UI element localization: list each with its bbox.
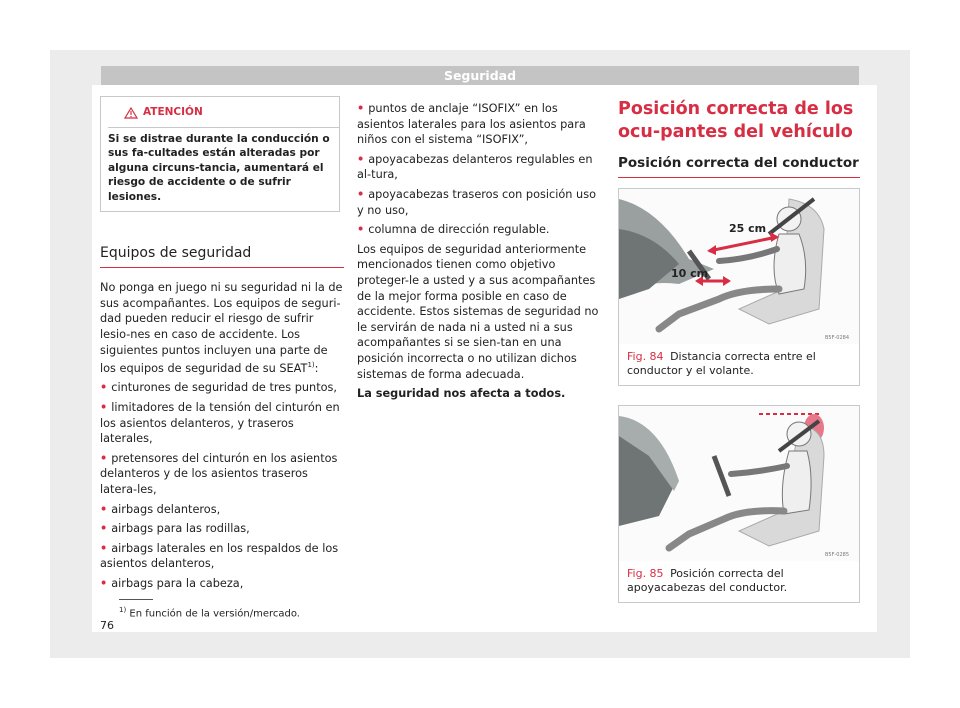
- section-title-equipment: Equipos de seguridad: [100, 246, 344, 269]
- footnote: [119, 606, 419, 619]
- list-item: • pretensores del cinturón en los asientos delanteros y de los asientos traseros latera-les,: [100, 451, 338, 497]
- footnote-mark: 1): [119, 606, 127, 614]
- footnote-divider: [119, 599, 153, 600]
- intro-text: No ponga en juego ni su seguridad ni la de sus acompañantes. Los equipos de seguri-dad pueden reducir el riesgo de sufrir lesio-nes en caso de accidente. Los siguientes puntos incluyen una parte de los equipos de seguridad de su SEAT: [100, 281, 343, 375]
- list-item: • columna de dirección regulable.: [357, 223, 550, 237]
- left-column: [100, 96, 344, 596]
- right-column: [618, 98, 860, 603]
- list-item: • airbags para las rodillas,: [100, 522, 250, 536]
- list-item: • airbags para la cabeza,: [100, 577, 244, 591]
- figure-caption-text: Posición correcta del apoyacabezas del conductor.: [627, 566, 788, 595]
- footnote-ref: 1): [307, 361, 315, 370]
- headrest-illustration: [619, 406, 859, 561]
- list-item: • airbags laterales en los respaldos de los asientos delanteros,: [100, 541, 339, 571]
- equipment-paragraph: Los equipos de seguridad anteriormente mencionados tienen como objetivo proteger-le a usted y a sus acompañantes de la mejor forma posible en caso de accidente. Estos sistemas de seguridad no le servirán de nada ni a usted ni a sus acompañantes si se sien-tan en una posición incorrecta o no utilizan dichos sistemas de forma adecuada.: [357, 242, 599, 381]
- figure-code: B5F-0285: [825, 551, 850, 558]
- warning-text: Si se distrae durante la conducción o sus fa-cultades están alteradas por alguna circuns-tancia, aumentará el riesgo de accidente o de sufrir lesiones.: [108, 127, 339, 205]
- page-title: Posición correcta de los ocu-pantes del vehículo: [618, 99, 854, 142]
- figure-caption: [619, 344, 859, 385]
- figure-85: [618, 405, 860, 603]
- list-item: • cinturones de seguridad de tres puntos,: [100, 381, 338, 395]
- warning-header: [101, 97, 339, 127]
- figure-caption: [619, 561, 859, 602]
- middle-column: [357, 101, 602, 402]
- list-item: • apoyacabezas delanteros regulables en al-tura,: [357, 152, 593, 182]
- chapter-header: Seguridad: [101, 66, 859, 85]
- footnote-text: En función de la versión/mercado.: [129, 608, 300, 620]
- list-item: • airbags delanteros,: [100, 502, 221, 516]
- figure-number: Fig. 85: [627, 566, 664, 580]
- list-item: • apoyacabezas traseros con posición uso y no uso,: [357, 187, 596, 217]
- warning-triangle-icon: [124, 107, 138, 119]
- warning-box: [100, 96, 340, 212]
- intro-end: :: [314, 361, 319, 375]
- warning-label: ATENCIÓN: [143, 106, 203, 118]
- figure-84: [618, 188, 860, 386]
- list-item: • limitadores de la tensión del cinturón en los asientos delanteros, y traseros laterales,: [100, 401, 340, 446]
- figure-code: B5F-0284: [825, 334, 850, 341]
- page-number: 76: [100, 619, 114, 632]
- equipment-intro: [100, 280, 344, 376]
- equipment-bold-line: La seguridad nos afecta a todos.: [357, 387, 566, 401]
- distance-label-10: 10 cm: [671, 266, 709, 280]
- equipment-list-continued: [357, 101, 602, 238]
- list-item: • puntos de anclaje “ISOFIX” en los asientos laterales para los asientos para niños con el sistema “ISOFIX”,: [357, 102, 586, 147]
- distance-label-25: 25 cm: [729, 221, 767, 235]
- subsection-title: Posición correcta del conductor: [618, 156, 860, 178]
- equipment-list: [100, 380, 344, 591]
- figure-number: Fig. 84: [627, 349, 664, 363]
- driver-distance-illustration: [619, 189, 859, 344]
- figure-caption-text: Distancia correcta entre el conductor y el volante.: [627, 349, 816, 378]
